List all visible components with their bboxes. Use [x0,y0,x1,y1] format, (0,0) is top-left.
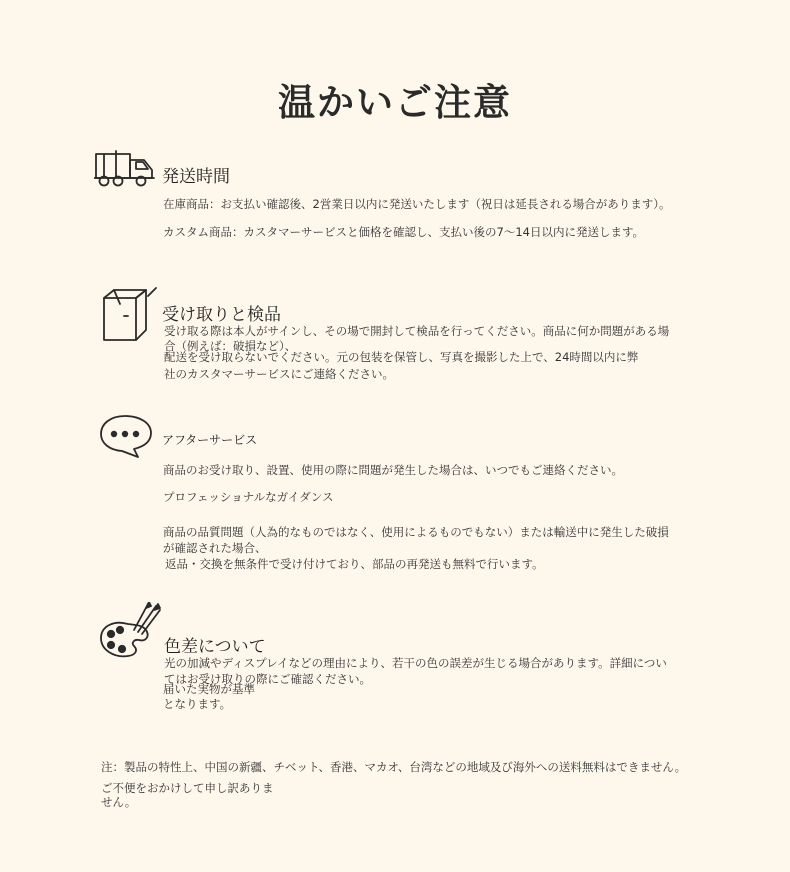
aftersales-line-2: プロフェッショナルなガイダンス [163,490,334,504]
aftersales-line-4: が確認された場合、 [163,541,267,555]
receipt-line-1: 受け取る際は本人がサインし、その場で開封して検品を行ってください。商品に何か問題がある場 [164,324,670,338]
section-heading-receipt: 受け取りと検品 [162,305,281,325]
section-heading-shipping: 発送時間 [162,167,230,187]
section-heading-color: 色差について [164,637,266,657]
section-heading-aftersales: アフターサービス [162,433,258,447]
note-line-3: せん。 [101,795,137,809]
color-line-2: てはお受け取りの際にご確認ください。 [164,672,371,686]
receipt-line-2: 合（例えば：破損など）、 [164,339,297,353]
note-line-1: 注：製品の特性上、中国の新疆、チベット、香港、マカオ、台湾などの地域及び海外への送料無料はできません。 [101,760,687,774]
speech-bubble-icon [98,413,156,459]
receipt-line-4: 社のカスタマーサービスにご連絡ください。 [164,367,394,381]
color-line-4: となります。 [163,697,232,711]
page-title: 温かいご注意 [278,81,512,124]
truck-icon [94,148,156,188]
paint-palette-icon [98,602,162,662]
aftersales-line-3: 商品の品質問題（人為的なものではなく、使用によるものでもない）または輸送中に発生した破損 [163,525,669,539]
receipt-line-3: 配送を受け取らないでください。元の包装を保管し、写真を撮影した上で、24時間以内に弊 [164,350,639,364]
color-line-3: 届いた実物が基準 [163,682,255,696]
color-line-1: 光の加減やディスプレイなどの理由により、若干の色の誤差が生じる場合があります。詳細につい [164,656,667,670]
box-icon [98,286,158,346]
aftersales-line-5: 返品・交換を無条件で受け付けており、部品の再発送も無料で行います。 [165,557,544,571]
shipping-line-1: 在庫商品：お支払い確認後、2営業日以内に発送いたします（祝日は延長される場合があります）。 [163,197,671,211]
aftersales-line-1: 商品のお受け取り、設置、使用の際に問題が発生した場合は、いつでもご連絡ください。 [163,463,623,477]
note-line-2: ご不便をおかけして申し訳ありま [101,781,274,795]
shipping-line-2: カスタム商品：カスタマーサービスと価格を確認し、支払い後の7〜14日以内に発送します。 [163,225,645,239]
